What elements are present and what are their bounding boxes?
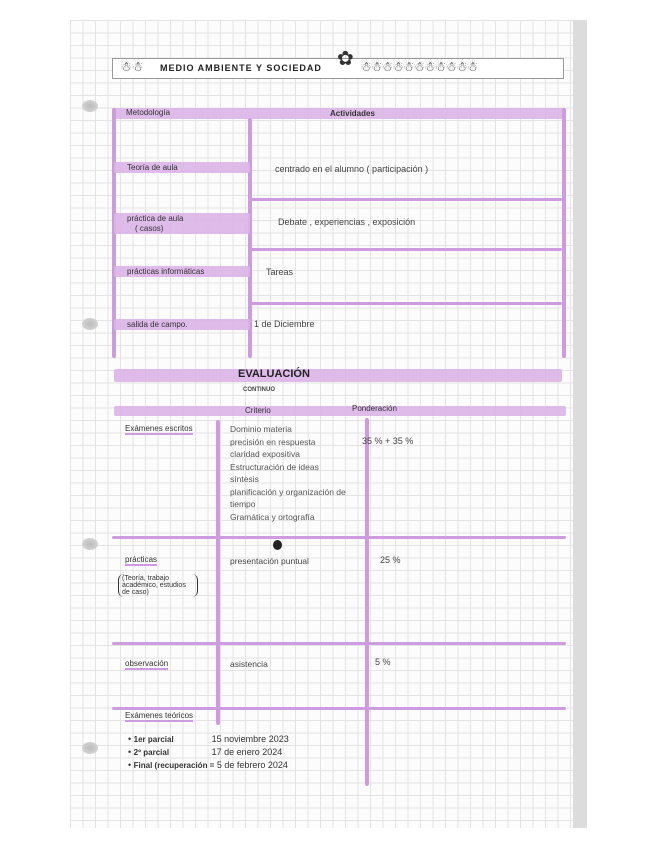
weight-value: 5 % [375, 657, 391, 667]
criteria-item: Estructuración de ideas [230, 461, 319, 472]
column-divider [216, 420, 220, 725]
doodle-figures-icon: ☃☃☃☃☃☃☃☃☃☃☃ [360, 59, 478, 74]
exam-item: • Final (recuperación = 5 de febrero 2024 [128, 760, 288, 770]
exam-list [128, 733, 289, 772]
table-border [562, 108, 566, 358]
criteria-item: precisión en respuesta [230, 436, 316, 447]
criteria-item: claridad expositiva [230, 449, 300, 459]
exam-item: • 2º parcial 17 de enero 2024 [128, 747, 283, 757]
row-label: Teoría de aula [127, 163, 178, 172]
row-divider [112, 536, 566, 539]
column-header-ponderacion: Ponderación [352, 404, 397, 413]
punch-hole [82, 538, 98, 550]
row-activity: 1 de Diciembre [254, 319, 315, 329]
row-divider [250, 248, 562, 251]
row-divider [112, 642, 566, 645]
row-activity: centrado en el alumno ( participación ) [275, 164, 429, 174]
row-label: prácticas informáticas [127, 267, 205, 276]
row-activity: Debate , experiencias , exposición [278, 217, 416, 227]
column-header-actividades: Actividades [330, 109, 375, 118]
criteria-item: Dominio materia [230, 424, 292, 434]
section-band [114, 369, 562, 382]
column-header-criterio: Criterio [245, 406, 271, 415]
criteria-item: síntesis [230, 474, 259, 484]
scan-edge [573, 20, 587, 828]
punch-hole [82, 318, 98, 330]
exam-item: • 1er parcial 15 noviembre 2023 [128, 734, 289, 744]
row-note: (Teoría, trabajo académico, estudios de caso) [118, 574, 198, 597]
row-activity: Tareas [266, 267, 294, 277]
flower-icon: ✿ [337, 48, 354, 70]
row-divider [112, 707, 566, 710]
criteria-item: planificación y organización de tiempo [230, 486, 346, 509]
row-label: observación [125, 659, 169, 668]
weight-value: 25 % [380, 555, 401, 565]
criteria-item: asistencia [230, 659, 268, 669]
column-divider [365, 418, 369, 786]
doodle-figures-icon: ☃☃ [120, 59, 144, 74]
criteria-item: presentación puntual [230, 556, 309, 566]
row-label: práctica de aula [127, 214, 184, 223]
row-sublabel: ( casos) [135, 224, 164, 233]
column-header-metodologia: Metodología [126, 108, 171, 117]
row-label: Exámenes teóricos [125, 711, 194, 720]
row-label: prácticas [125, 555, 158, 564]
page-title: MEDIO AMBIENTE Y SOCIEDAD [160, 63, 322, 73]
row-divider [250, 198, 562, 201]
section-title: EVALUACIÓN [238, 368, 310, 380]
row-label: salida de campo. [127, 320, 188, 329]
header-band [114, 406, 566, 416]
weight-value: 35 % + 35 % [362, 436, 414, 446]
punch-hole [82, 742, 98, 754]
row-label: Exámenes escritos [125, 424, 193, 433]
row-divider [250, 302, 562, 305]
section-subtitle: CONTINUO [243, 387, 275, 393]
punch-hole [82, 100, 98, 112]
criteria-list [230, 423, 360, 523]
criteria-item: Gramática y ortografía [230, 511, 315, 522]
ink-dot [273, 540, 282, 550]
